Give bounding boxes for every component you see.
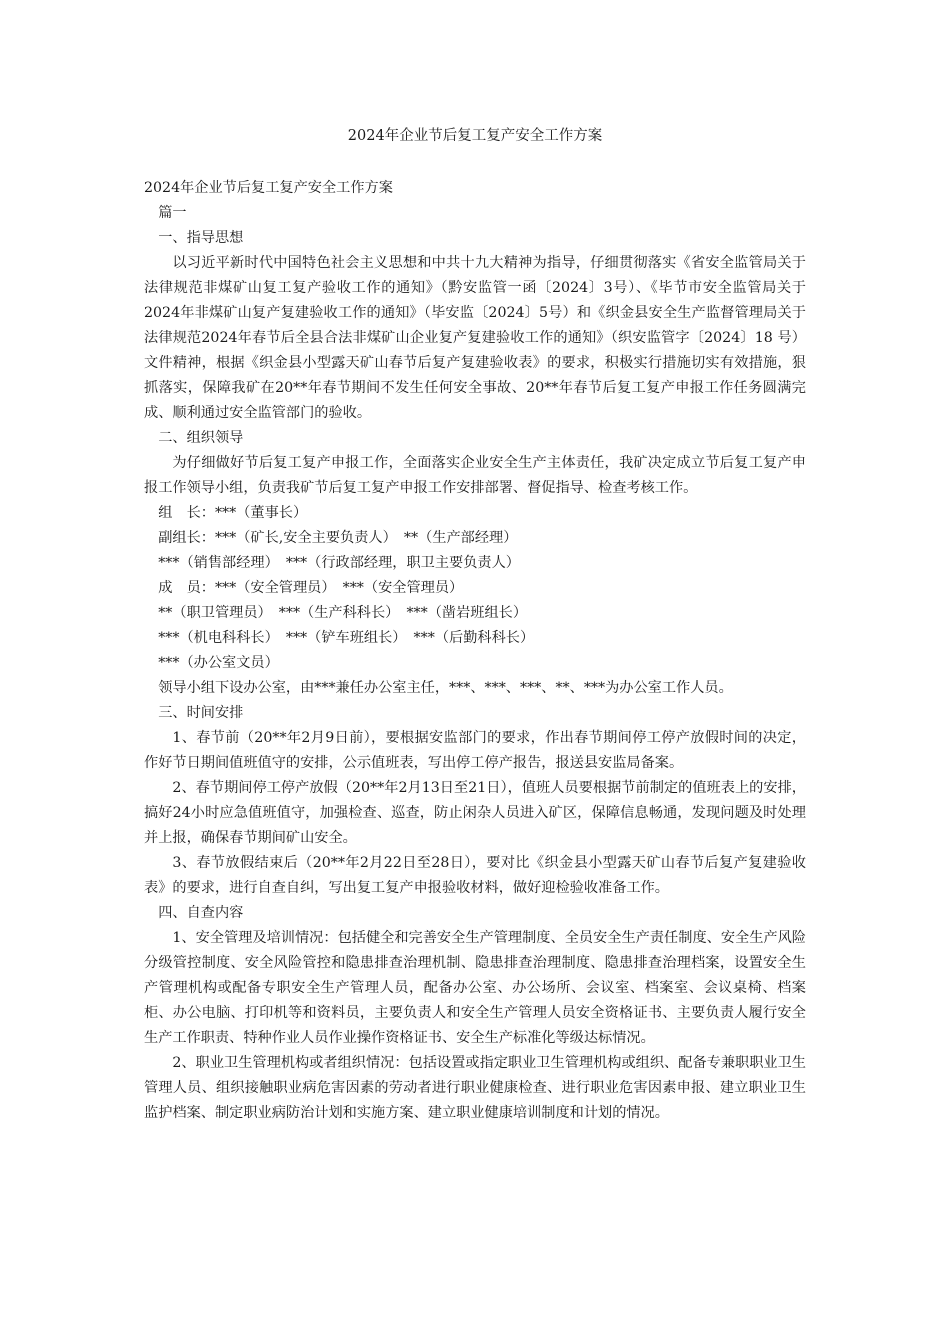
role-line: **（职卫管理员） ***（生产科科长） ***（凿岩班组长） — [158, 605, 528, 621]
role-line: ***（销售部经理） ***（行政部经理，职卫主要负责人） — [158, 555, 520, 571]
role-line: 副组长：***（矿长,安全主要负责人） **（生产部经理） — [158, 530, 518, 546]
paragraph: 领导小组下设办公室，由***兼任办公室主任，***、***、***、**、***为办公室工作人员。 — [158, 680, 733, 696]
paragraph: 3、春节放假结束后（20**年2月22日至28日），要对比《织金县小型露天矿山春节后复产复建验收表》的要求，进行自查自纠，写出复工复产申报验收材料，做好迎检验收准备工作。 — [144, 855, 806, 896]
paragraph: 2、职业卫生管理机构或者组织情况：包括设置或指定职业卫生管理机构或组织、配备专兼职职业卫生管理人员、组织接触职业病危害因素的劳动者进行职业健康检查、进行职业危害因素申报、建立职业卫生监护档案、制定职业病防治计划和实施方案、建立职业健康培训制度和计划的情况。 — [144, 1055, 806, 1121]
paragraph: 1、春节前（20**年2月9日前），要根据安监部门的要求，作出春节期间停工停产放假时间的决定，作好节日期间值班值守的安排，公示值班表，写出停工停产报告，报送县安监局备案。 — [144, 730, 806, 771]
part-label: 篇一 — [158, 205, 187, 221]
section-heading: 四、自查内容 — [158, 905, 244, 921]
section-heading: 二、组织领导 — [158, 430, 244, 446]
section-heading: 三、时间安排 — [158, 705, 244, 721]
document-title: 2024年企业节后复工复产安全工作方案 — [347, 128, 603, 144]
paragraph: 1、安全管理及培训情况：包括健全和完善安全生产管理制度、全员安全生产责任制度、安全生产风险分级管控制度、安全风险管控和隐患排查治理机制、隐患排查治理制度、隐患排查治理档案，设置安全生产管理机构或配备专职安全生产管理人员，配备办公室、办公场所、会议室、档案室、会议桌椅、档案柜、办公电脑、打印机等和资料员，主要负责人和安全生产管理人员安全资格证书、主要负责人履行安全生产工作职责、特种作业人员作业操作资格证书、安全生产标准化等级达标情况。 — [144, 930, 806, 1046]
section-heading: 一、指导思想 — [158, 230, 244, 246]
paragraph: 以习近平新时代中国特色社会主义思想和中共十九大精神为指导，仔细贯彻落实《省安全监管局关于法律规范非煤矿山复工复产验收工作的通知》（黔安监管一函〔2024〕3号）、《毕节市安全监管局关于2024年非煤矿山复产复建验收工作的通知》（毕安监〔2024〕5号）和《织金县安全生产监督管理局关于法律规范2024年春节后全县合法非煤矿山企业复产复建验收工作的通知》（织安监管字〔2024〕18 号）文件精神，根据《织金县小型露天矿山春节后复产复建验收表》的要求，积极实行措施切实有效措施，狠抓落实，保障我矿在20**年春节期间不发生任何安全事故、20**年春节后复工复产申报工作任务圆满完成、顺利通过安全监管部门的验收。 — [144, 255, 806, 421]
paragraph: 为仔细做好节后复工复产申报工作，全面落实企业安全生产主体责任，我矿决定成立节后复工复产申报工作领导小组，负责我矿节后复工复产申报工作安排部署、督促指导、检查考核工作。 — [144, 455, 806, 496]
role-line: 成 员：***（安全管理员） ***（安全管理员） — [158, 580, 464, 596]
document-subtitle: 2024年企业节后复工复产安全工作方案 — [144, 180, 393, 196]
role-line: ***（机电科科长） ***（铲车班组长） ***（后勤科科长） — [158, 630, 535, 646]
document-body — [144, 176, 806, 1126]
role-line: ***（办公室文员） — [158, 655, 279, 671]
role-line: 组 长：***（董事长） — [158, 505, 308, 521]
paragraph: 2、春节期间停工停产放假（20**年2月13日至21日），值班人员要根据节前制定的值班表上的安排，搞好24小时应急值班值守，加强检查、巡查，防止闲杂人员进入矿区，保障信息畅通，发现问题及时处理并上报，确保春节期间矿山安全。 — [144, 780, 806, 846]
